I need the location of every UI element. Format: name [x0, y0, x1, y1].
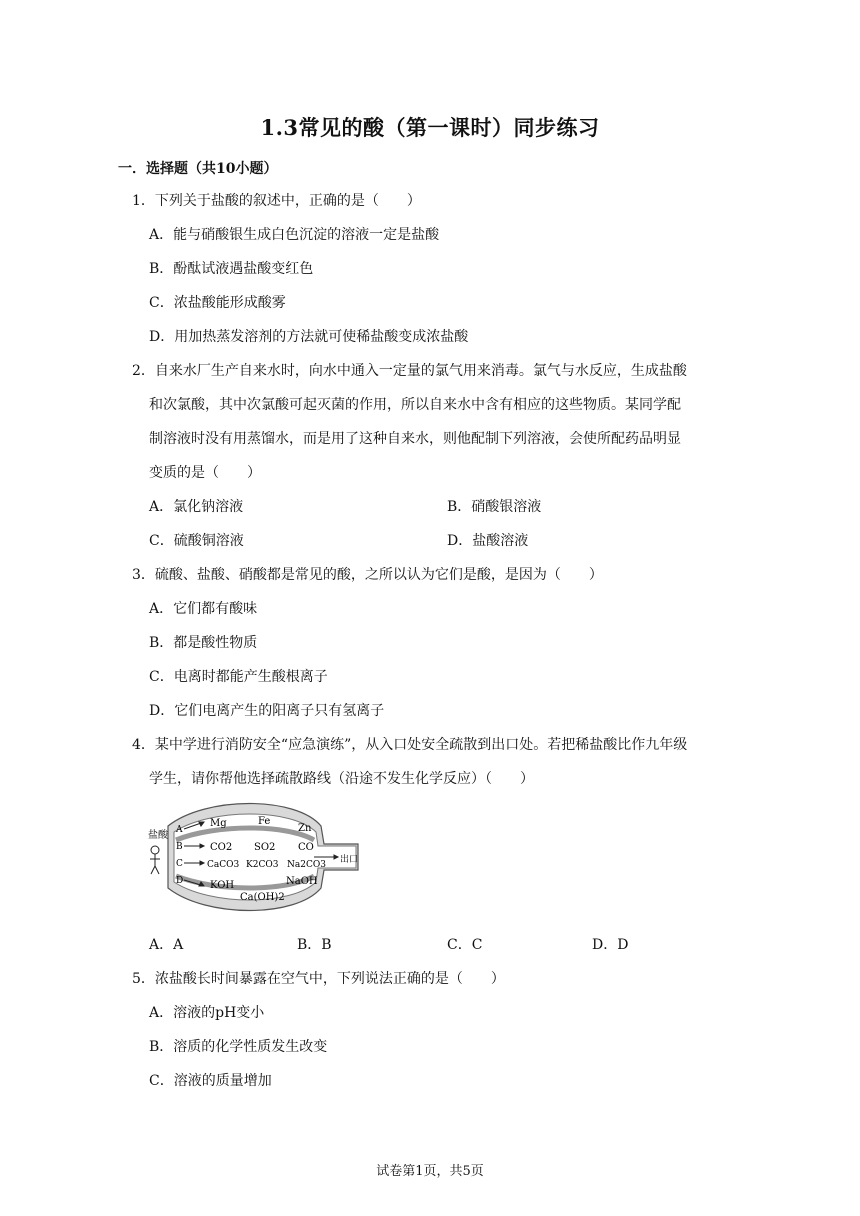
q4-option-b: B．B — [297, 937, 332, 953]
q2-option-b: B．硝酸银溶液 — [447, 499, 542, 515]
q2-option-a: A．氯化钠溶液 — [149, 499, 244, 515]
q5-option-b: B．溶质的化学性质发生改变 — [149, 1039, 328, 1055]
q4-option-a: A．A — [149, 937, 184, 953]
route-c-item-1: CaCO3 — [207, 860, 240, 870]
q1-option-a: A．能与硝酸银生成白色沉淀的溶液一定是盐酸 — [149, 227, 440, 243]
route-b-item-1: CO2 — [210, 842, 233, 853]
route-a-item-2: Fe — [258, 816, 271, 827]
question-4-line-2: 学生，请你帮他选择疏散路线（沿途不发生化学反应）（ ） — [149, 771, 534, 787]
route-b-item-3: CO — [298, 842, 314, 853]
question-2-line-3: 制溶液时没有用蒸馏水，而是用了这种自来水，则他配制下列溶液，会使所配药品明显 — [149, 431, 681, 447]
section-heading: 一．选择题（共10小题） — [118, 161, 278, 177]
page-title: 1.3常见的酸（第一课时）同步练习 — [260, 115, 600, 140]
route-label-d: D — [176, 876, 184, 886]
q1-option-b: B．酚酞试液遇盐酸变红色 — [149, 261, 314, 277]
question-1-stem: 1．下列关于盐酸的叙述中，正确的是（ ） — [132, 193, 421, 209]
route-a-item-3: Zn — [298, 823, 312, 834]
question-4-line-1: 4．某中学进行消防安全“应急演练”，从入口处安全疏散到出口处。若把稀盐酸比作九年级 — [132, 737, 688, 753]
question-5-stem: 5．浓盐酸长时间暴露在空气中，下列说法正确的是（ ） — [132, 971, 505, 987]
question-2-line-4: 变质的是（ ） — [149, 465, 261, 481]
question-3-stem: 3．硫酸、盐酸、硝酸都是常见的酸，之所以认为它们是酸，是因为（ ） — [132, 567, 603, 583]
route-c-item-2: K2CO3 — [246, 860, 279, 870]
route-d-item-3: NaOH — [286, 876, 318, 887]
exit-label: 出口 — [340, 855, 359, 865]
route-d-item-1: KOH — [210, 880, 235, 891]
q3-option-b: B．都是酸性物质 — [149, 635, 258, 651]
q1-option-c: C．浓盐酸能形成酸雾 — [149, 295, 286, 311]
q3-option-d: D．它们电离产生的阳离子只有氢离子 — [149, 703, 385, 719]
question-2-line-1: 2．自来水厂生产自来水时，向水中通入一定量的氯气用来消毒。氯气与水反应，生成盐酸 — [132, 363, 687, 379]
q5-option-c: C．溶液的质量增加 — [149, 1073, 272, 1089]
q3-option-c: C．电离时都能产生酸根离子 — [149, 669, 328, 685]
q4-option-d: D．D — [592, 937, 629, 953]
q4-option-c: C．C — [447, 937, 483, 953]
route-label-a: A — [176, 825, 183, 835]
evacuation-route-diagram — [146, 796, 361, 916]
route-c-item-3: Na2CO3 — [287, 860, 326, 870]
route-label-b: B — [176, 842, 183, 852]
q5-option-a: A．溶液的pH变小 — [149, 1005, 265, 1021]
q1-option-d: D．用加热蒸发溶剂的方法就可使稀盐酸变成浓盐酸 — [149, 329, 469, 345]
question-2-line-2: 和次氯酸，其中次氯酸可起灭菌的作用，所以自来水中含有相应的这些物质。某同学配 — [149, 397, 681, 413]
q3-option-a: A．它们都有酸味 — [149, 601, 258, 617]
page-footer: 试卷第1页，共5页 — [376, 1164, 484, 1179]
student-icon — [150, 846, 160, 874]
route-a-item-1: Mg — [210, 818, 227, 829]
route-label-c: C — [176, 859, 183, 869]
entrance-label: 盐酸 — [148, 830, 168, 841]
route-d-item-2: Ca(OH)2 — [240, 892, 285, 903]
q2-option-d: D．盐酸溶液 — [447, 533, 529, 549]
route-b-item-2: SO2 — [254, 842, 276, 853]
q2-option-c: C．硫酸铜溶液 — [149, 533, 244, 549]
